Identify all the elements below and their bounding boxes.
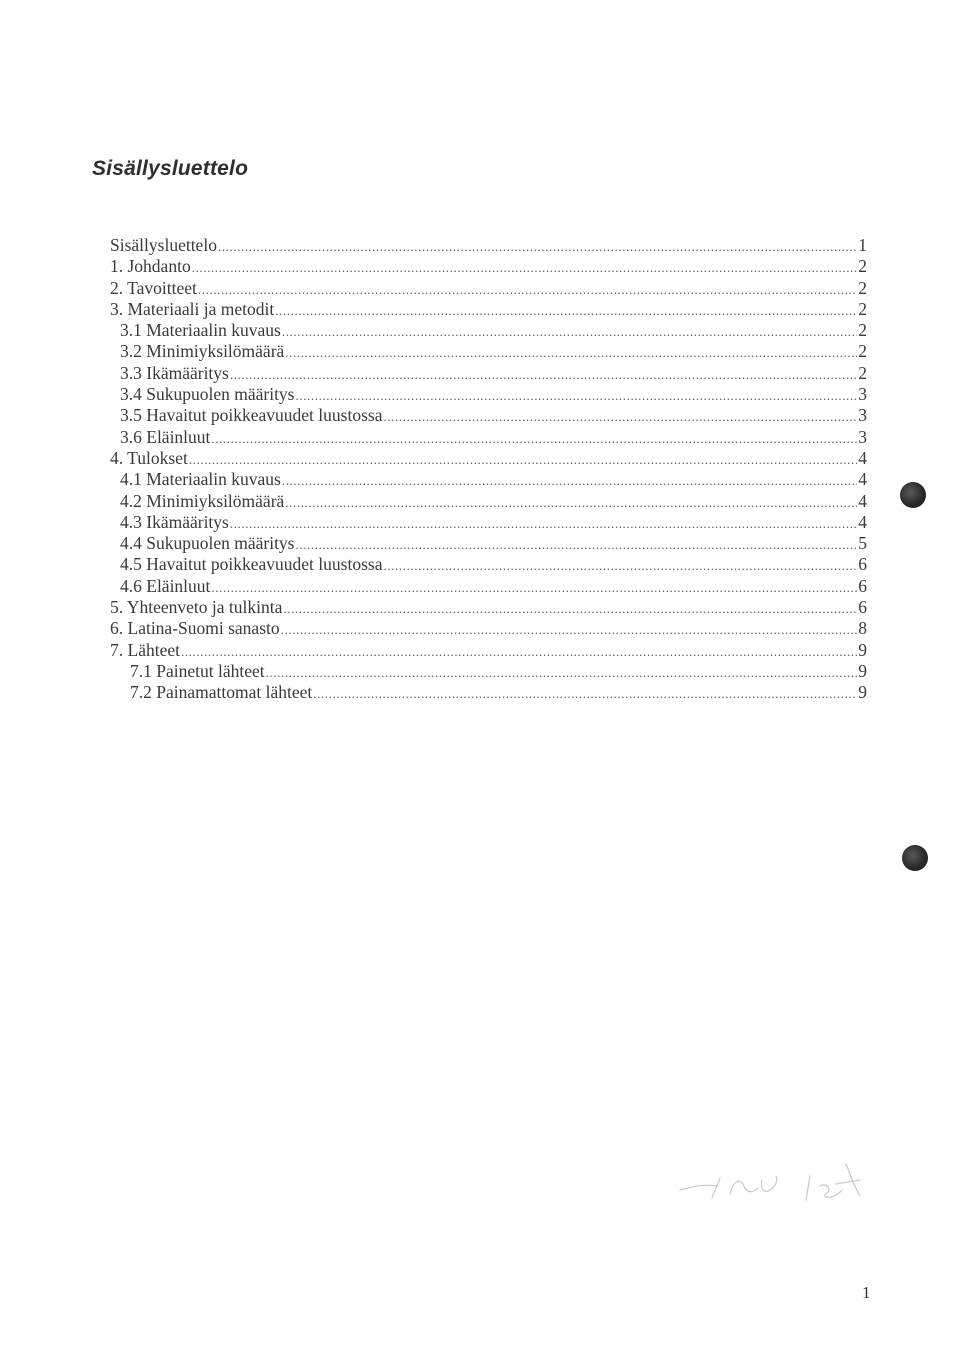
page-title: Sisällysluettelo [92,157,249,180]
toc-dot-leader [266,661,857,683]
toc-entry-page-number: 3 [858,426,867,447]
toc-entry-page-number: 9 [858,660,867,681]
toc-entry-title: 7.1 Painetut lähteet [130,660,265,681]
toc-entry [110,384,867,405]
toc-entry [110,640,867,661]
toc-dot-leader [218,235,857,257]
toc-entry-page-number: 3 [858,384,867,405]
toc-entry [110,256,867,277]
toc-entry-page-number: 2 [858,362,867,383]
toc-entry [110,299,867,320]
toc-dot-leader [281,618,857,640]
toc-entry-page-number: 2 [858,256,867,277]
toc-dot-leader [285,491,857,513]
toc-entry [110,320,867,341]
toc-entry-page-number: 8 [858,618,867,639]
toc-dot-leader [192,256,857,278]
toc-dot-leader [296,533,858,555]
toc-entry-page-number: 6 [858,554,867,575]
toc-entry-title: 1. Johdanto [110,256,191,277]
handwritten-signature [660,1150,880,1210]
toc-entry [110,597,867,618]
toc-entry-title: 4.2 Minimiyksilömäärä [120,490,285,511]
toc-entry-title: 7. Lähteet [110,639,180,660]
toc-entry-page-number: 6 [858,575,867,596]
toc-entry-page-number: 6 [858,597,867,618]
toc-entry-page-number: 3 [858,405,867,426]
toc-entry-page-number: 4 [858,490,867,511]
toc-entry-title: 3.4 Sukupuolen määritys [120,384,295,405]
toc-entry-title: 3.1 Materiaalin kuvaus [120,320,281,341]
punch-hole [900,482,926,508]
toc-entry-title: 3.2 Minimiyksilömäärä [120,341,285,362]
toc-entry-title: 6. Latina-Suomi sanasto [110,618,280,639]
toc-entry-title: 4.4 Sukupuolen määritys [120,533,295,554]
toc-entry-title: 4.3 Ikämääritys [120,511,229,532]
toc-entry [110,576,867,597]
toc-entry-title: 3.5 Havaitut poikkeavuudet luustossa [120,405,383,426]
toc-entry [110,278,867,299]
toc-entry-page-number: 2 [858,298,867,319]
punch-hole [902,845,928,871]
toc-dot-leader [285,341,857,363]
toc-entry-title: Sisällysluettelo [110,235,217,255]
toc-entry-page-number: 2 [858,341,867,362]
toc-entry [110,554,867,575]
toc-entry-title: 3. Materiaali ja metodit [110,298,275,319]
toc-dot-leader [282,469,857,491]
toc-entry-title: 4.1 Materiaalin kuvaus [120,469,281,490]
toc-entry-title: 4. Tulokset [110,447,188,468]
toc-dot-leader [383,554,857,576]
toc-entry [110,469,867,490]
toc-entry [110,618,867,639]
toc-dot-leader [181,640,857,662]
toc-entry [110,235,867,256]
toc-entry [110,341,867,362]
toc-entry-page-number: 5 [858,533,867,554]
toc-entry-title: 5. Yhteenveto ja tulkinta [110,597,283,618]
toc-entry [110,363,867,384]
toc-dot-leader [296,384,858,406]
toc-entry-title: 7.2 Painamattomat lähteet [130,682,313,703]
toc-entry [110,533,867,554]
toc-entry-page-number: 9 [858,682,867,703]
toc-dot-leader [211,427,857,449]
toc-entry [110,405,867,426]
toc-entry-page-number: 4 [858,511,867,532]
toc-entry-page-number: 4 [858,469,867,490]
toc-dot-leader [275,299,857,321]
toc-entry-page-number: 4 [858,447,867,468]
toc-entry-title: 3.6 Eläinluut [120,426,211,447]
toc-entry [110,512,867,533]
toc-dot-leader [282,320,857,342]
toc-dot-leader [283,597,857,619]
toc-entry [110,661,867,682]
toc-dot-leader [230,512,857,534]
toc-entry-title: 3.3 Ikämääritys [120,362,229,383]
toc-entry-title: 4.5 Havaitut poikkeavuudet luustossa [120,554,383,575]
toc-entry-page-number: 9 [858,639,867,660]
toc-dot-leader [383,405,857,427]
toc-dot-leader [189,448,857,470]
table-of-contents [110,235,867,704]
toc-entry [110,427,867,448]
toc-dot-leader [211,576,857,598]
toc-dot-leader [230,363,857,385]
toc-entry [110,491,867,512]
page-number: 1 [862,1283,871,1302]
toc-entry [110,448,867,469]
toc-entry [110,682,867,703]
toc-entry-title: 2. Tavoitteet [110,277,197,298]
toc-dot-leader [198,278,857,300]
toc-entry-title: 4.6 Eläinluut [120,575,211,596]
toc-entry-page-number: 1 [858,235,867,255]
toc-dot-leader [313,682,857,704]
toc-entry-page-number: 2 [858,277,867,298]
toc-entry-page-number: 2 [858,320,867,341]
